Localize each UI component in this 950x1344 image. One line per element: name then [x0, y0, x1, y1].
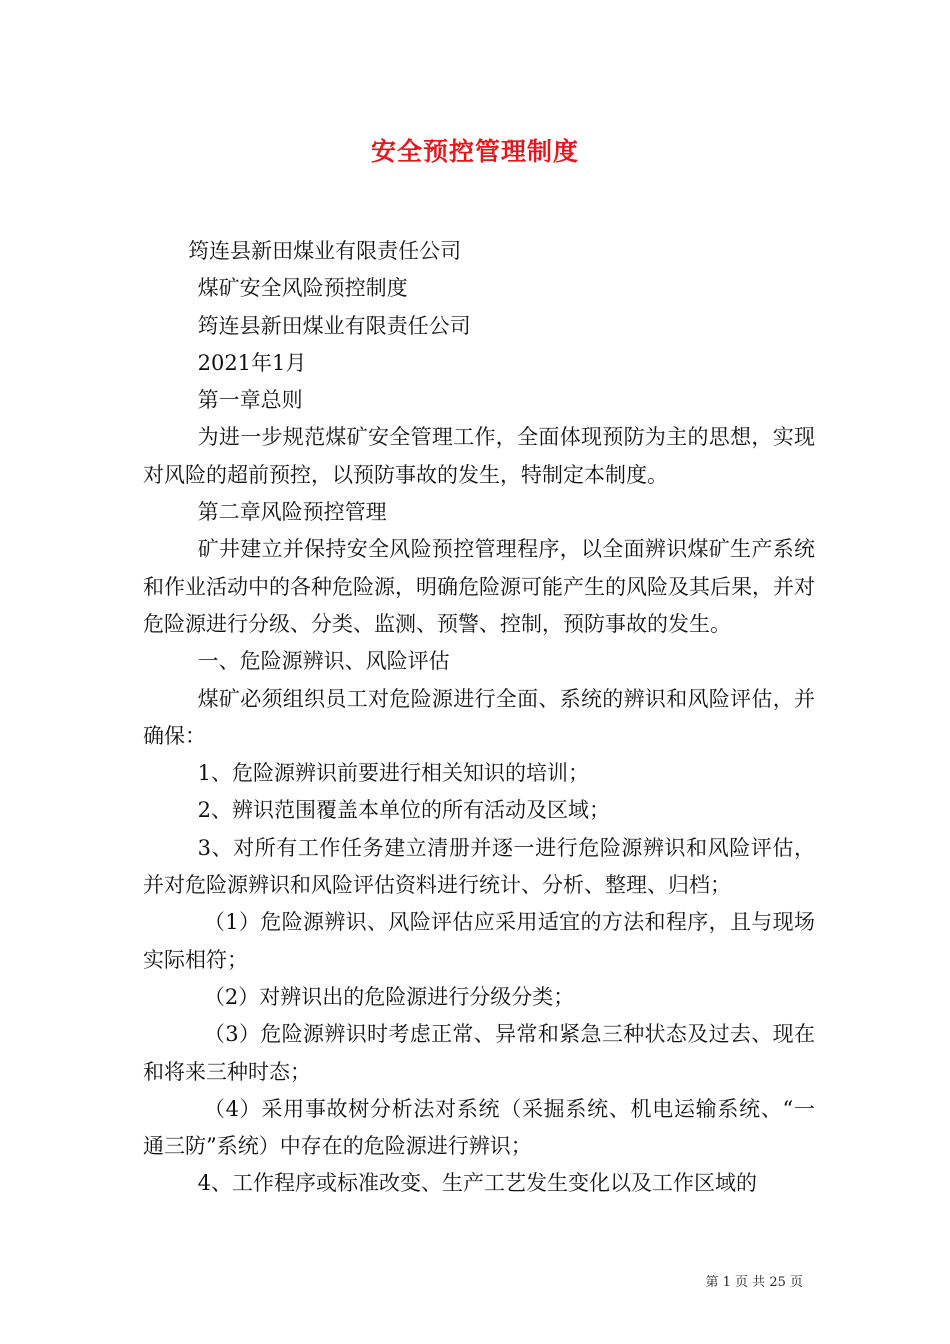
document-body: [143, 233, 815, 1203]
document-subtitle-line: 煤矿安全风险预控制度: [197, 276, 408, 301]
list-item: 3、对所有工作任务建立清册并逐一进行危险源辨识和风险评估，并对危险源辨识和风险评估资料进行统计、分析、整理、归档；: [143, 835, 815, 898]
body-paragraph: 为进一步规范煤矿安全管理工作，全面体现预防为主的思想，实现对风险的超前预控，以预防事故的发生，特制定本制度。: [143, 425, 815, 487]
chapter-heading: 第二章风险预控管理: [197, 500, 387, 525]
list-item: 1、危险源辨识前要进行相关知识的培训；: [197, 761, 589, 786]
list-item: 2、辨识范围覆盖本单位的所有活动及区域；: [197, 798, 610, 823]
document-title: 安全预控管理制度: [370, 137, 579, 166]
chapter-heading: 第一章总则: [197, 388, 303, 413]
date-line: 2021年1月: [197, 350, 307, 375]
sub-list-item: （2）对辨识出的危险源进行分级分类；: [203, 984, 575, 1009]
sub-list-item: （4）采用事故树分析法对系统（采掘系统、机电运输系统、“一通三防”系统）中存在的危险源进行辨识；: [143, 1096, 815, 1159]
page-number-footer: 第 1 页 共 25 页: [705, 1275, 803, 1290]
section-heading: 一、危险源辨识、风险评估: [197, 649, 450, 674]
body-paragraph: 煤矿必须组织员工对危险源进行全面、系统的辨识和风险评估，并确保：: [143, 686, 815, 748]
sub-list-item: （1）危险源辨识、风险评估应采用适宜的方法和程序，且与现场实际相符；: [143, 910, 815, 972]
list-item: 4、工作程序或标准改变、生产工艺发生变化以及工作区域的: [197, 1171, 757, 1196]
issuer-line: 筠连县新田煤业有限责任公司: [197, 313, 471, 338]
company-name-line: 筠连县新田煤业有限责任公司: [188, 239, 462, 263]
sub-list-item: （3）危险源辨识时考虑正常、异常和紧急三种状态及过去、现在和将来三种时态；: [143, 1022, 815, 1084]
body-paragraph: 矿井建立并保持安全风险预控管理程序，以全面辨识煤矿生产系统和作业活动中的各种危险源，明确危险源可能产生的风险及其后果，并对危险源进行分级、分类、监测、预警、控制，预防事故的发生。: [143, 537, 815, 636]
